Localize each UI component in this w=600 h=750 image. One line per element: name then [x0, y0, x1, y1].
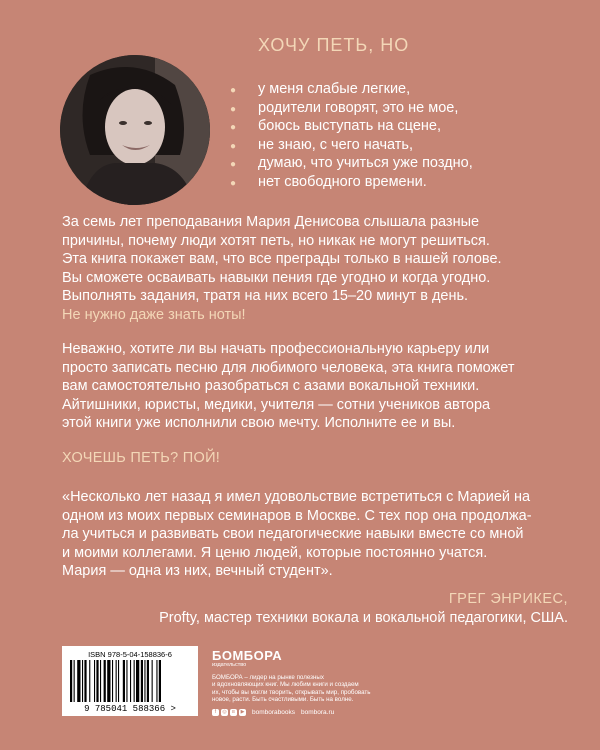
reason-item: ● нет свободного времени.	[230, 173, 473, 192]
bullet-icon: ●	[230, 140, 237, 152]
publisher-site-link[interactable]: bombora.ru	[301, 708, 335, 716]
bullet-icon: ●	[230, 159, 237, 170]
bullet-icon: ●	[230, 177, 237, 189]
instagram-icon: ◎	[222, 708, 227, 715]
intro-accent: Не нужно даже знать ноты!	[62, 306, 246, 323]
youtube-icon: ▶	[240, 708, 245, 715]
facebook-icon: f	[212, 709, 219, 716]
social-handle[interactable]: bomborabooks	[252, 708, 295, 716]
bullet-icon: ●	[230, 85, 237, 96]
bullet-icon: ●	[230, 122, 237, 133]
vk-icon: в	[230, 709, 237, 716]
quote-paragraph: «Несколько лет назад я имел удовольствие встретиться с Марией на одном из моих первых семинаров в Москве. С тех пор она продолжа- ла учиться и развивать свои педагогические навыки вместе со мной и моими коллегами. Я ценю людей, которые постоянно учатся. Мария — одна из них, вечный студент».	[62, 489, 532, 580]
publisher-sub: издательство	[212, 662, 247, 668]
intro-paragraph: За семь лет преподавания Мария Денисова слышала разные причины, почему люди хотят петь, но никак не могут решиться. Эта книга покажет вам, что все преграды только в нашей голове. Вы сможете осваивать навыки пения где угодно и когда угодно. Выполнять задания, тратя на них всего 15–20 минут в день. Не нужно даже знать ноты!	[62, 214, 502, 323]
publisher-block	[212, 648, 432, 716]
author-name: ГРЕГ ЭНРИКЕС,	[448, 591, 568, 607]
reason-item: ● у меня слабые легкие,	[230, 80, 473, 99]
isbn-label: ISBN 978-5-04-158836-6	[88, 650, 172, 659]
author-title: Profty, мастер техники вокала и вокальной педагогики, США.	[159, 610, 568, 626]
barcode-icon	[70, 660, 190, 702]
second-paragraph: Неважно, хотите ли вы начать профессиональную карьеру или просто записать песню для любимого человека, эта книга поможет вам самостоятельно разобраться с азами вокальной техники. Айтишники, юристы, медики, учителя — сотни учеников автора этой книги уже исполнили свою мечту. Исполните ее и вы.	[62, 341, 515, 432]
author-photo	[60, 55, 210, 205]
barcode-box	[62, 646, 198, 716]
barcode-digits: 9 785041 588366 >	[84, 704, 176, 714]
author-portrait-image	[60, 55, 210, 205]
reasons-list	[230, 80, 473, 191]
social-icons	[212, 709, 246, 716]
publisher-logo: БОМБОРА	[212, 648, 283, 663]
quote-author	[159, 590, 568, 628]
publisher-description: БОМБОРА – лидер на рынке полезных и вдохновляющих книг. Мы любим книги и создаем их, чтобы вы могли творить, открывать мир, пробовать новое, расти. Быть счастливыми. Быть на волне.	[212, 674, 371, 704]
reason-item: ● родители говорят, это не мое,	[230, 99, 473, 118]
bullet-icon: ●	[230, 103, 237, 115]
reason-item: ● боюсь выступать на сцене,	[230, 117, 473, 136]
publisher-links	[212, 709, 432, 716]
section-heading: ХОЧЕШЬ ПЕТЬ? ПОЙ!	[62, 450, 221, 466]
reason-item: ● не знаю, с чего начать,	[230, 136, 473, 155]
headline: ХОЧУ ПЕТЬ, НО	[258, 35, 410, 55]
reason-item: ● думаю, что учиться уже поздно,	[230, 154, 473, 173]
